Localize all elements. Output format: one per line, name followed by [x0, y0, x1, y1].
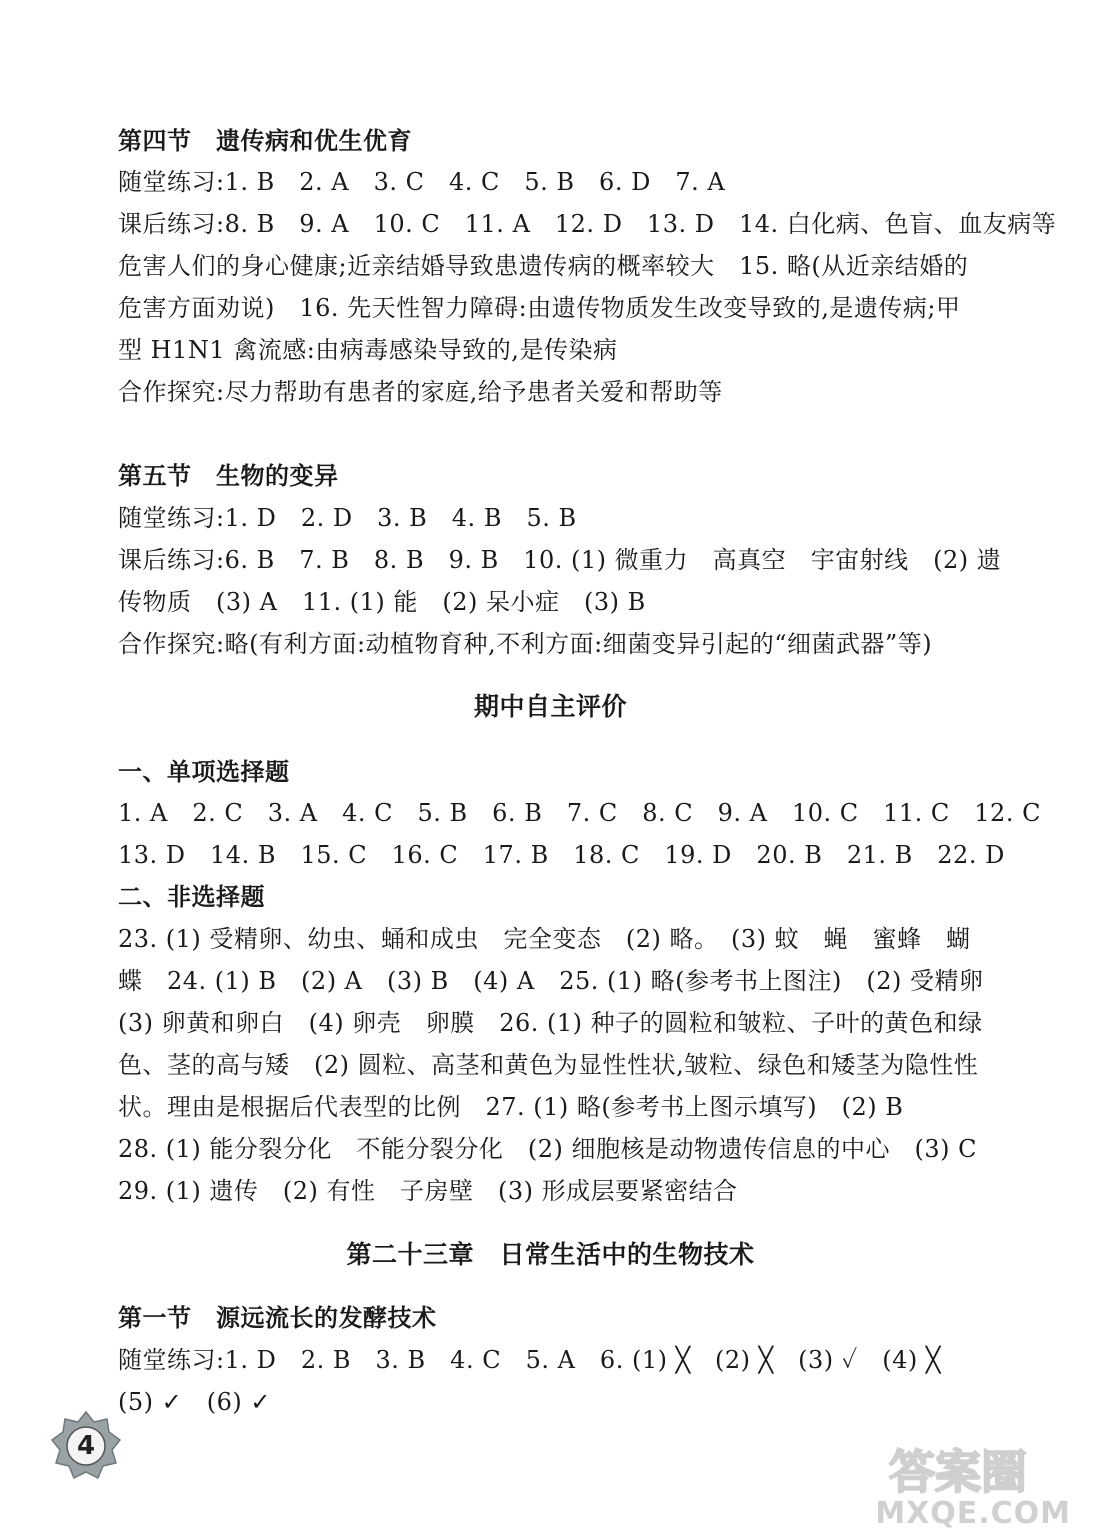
answer-line: 29. (1) 遗传 (2) 有性 子房壁 (3) 形成层要紧密结合 [118, 1177, 738, 1205]
answer-line: 危害方面劝说) 16. 先天性智力障碍:由遗传物质发生改变导致的,是遗传病;甲 [118, 294, 961, 322]
answer-line: 合作探究:尽力帮助有患者的家庭,给予患者关爱和帮助等 [118, 378, 723, 406]
answer-line: 1. A 2. C 3. A 4. C 5. B 6. B 7. C 8. C 9. A 10. C 11. C 12. C [118, 799, 1041, 827]
page-number: 4 [76, 1431, 96, 1461]
answer-line: 色、茎的高与矮 (2) 圆粒、高茎和黄色为显性性状,皱粒、绿色和矮茎为隐性性 [118, 1051, 979, 1079]
section-title: 第四节 遗传病和优生优育 [118, 127, 412, 155]
part-heading: 一、单项选择题 [118, 758, 290, 786]
answer-line: (5) ✓ (6) ✓ [118, 1388, 271, 1416]
answer-line: 13. D 14. B 15. C 16. C 17. B 18. C 19. D 20. B 21. B 22. D [118, 841, 1005, 869]
page-number-badge [50, 1410, 122, 1482]
chapter-title: 期中自主评价 [473, 692, 627, 721]
answer-line: (3) 卵黄和卵白 (4) 卵壳 卵膜 26. (1) 种子的圆粒和皱粒、子叶的黄色和绿 [118, 1009, 983, 1037]
svg-text:答案圈: 答案圈 [889, 1445, 1027, 1499]
answer-line: 随堂练习:1. D 2. B 3. B 4. C 5. A 6. (1) ╳ (2) ╳ (3) ✓ (4) ╳ [118, 1346, 941, 1374]
answer-line: 状。理由是根据后代表型的比例 27. (1) 略(参考书上图示填写) (2) B [118, 1093, 904, 1121]
answer-line: 28. (1) 能分裂分化 不能分裂分化 (2) 细胞核是动物遗传信息的中心 (3) C [118, 1135, 978, 1163]
part-heading: 二、非选择题 [118, 883, 265, 911]
answer-line: 危害人们的身心健康;近亲结婚导致患遗传病的概率较大 15. 略(从近亲结婚的 [118, 252, 969, 280]
watermark-logo-icon [879, 1440, 1079, 1500]
chapter-title: 第二十三章 日常生活中的生物技术 [346, 1240, 755, 1269]
answer-line: 随堂练习:1. B 2. A 3. C 4. C 5. B 6. D 7. A [118, 168, 726, 196]
section-title: 第一节 源远流长的发酵技术 [118, 1304, 437, 1332]
answer-line: 随堂练习:1. D 2. D 3. B 4. B 5. B [118, 504, 577, 532]
watermark-url: MXQE.COM [875, 1496, 1071, 1531]
answer-line: 蝶 24. (1) B (2) A (3) B (4) A 25. (1) 略(参考书上图注) (2) 受精卵 [118, 967, 984, 995]
answer-line: 传物质 (3) A 11. (1) 能 (2) 呆小症 (3) B [118, 588, 646, 616]
answer-line: 合作探究:略(有利方面:动植物育种,不利方面:细菌变异引起的“细菌武器”等) [118, 630, 933, 658]
answer-line: 23. (1) 受精卵、幼虫、蛹和成虫 完全变态 (2) 略。 (3) 蚊 蝇 蜜蜂 蝴 [118, 925, 971, 953]
answer-line: 课后练习:8. B 9. A 10. C 11. A 12. D 13. D 14. 白化病、色盲、血友病等 [118, 210, 1057, 238]
answer-line: 课后练习:6. B 7. B 8. B 9. B 10. (1) 微重力 高真空 宇宙射线 (2) 遗 [118, 546, 1002, 574]
answer-line: 型 H1N1 禽流感:由病毒感染导致的,是传染病 [118, 336, 618, 364]
section-title: 第五节 生物的变异 [118, 462, 339, 490]
